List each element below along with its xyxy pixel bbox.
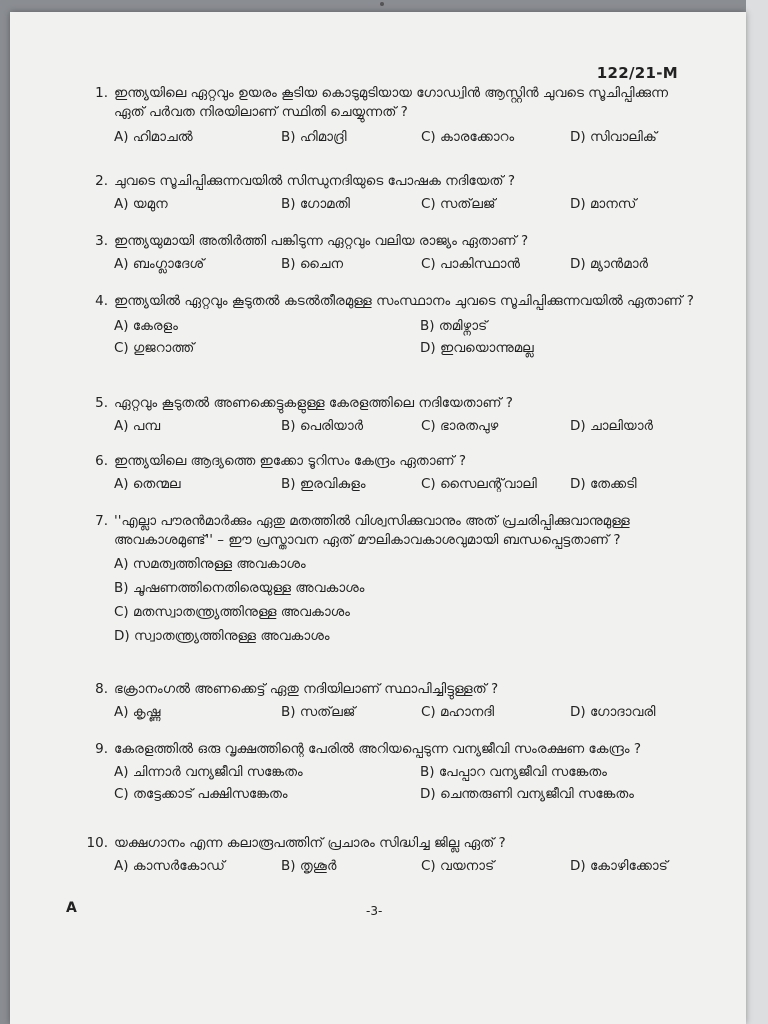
option-a: A) യമുന	[114, 196, 168, 212]
option-d: D) ചെന്തരുണി വന്യജീവി സങ്കേതം	[420, 786, 634, 802]
question-number: 6.	[95, 453, 108, 469]
question-4	[74, 292, 694, 359]
question-text: യക്ഷഗാനം എന്ന കലാരൂപത്തിന് പ്രചാരം സിദ്ധിച്ച ജില്ല ഏത് ?	[114, 835, 506, 851]
option-c: C) ഗുജറാത്ത്	[114, 340, 195, 356]
option-a: A) ബംഗ്ലാദേശ്	[114, 256, 205, 272]
option-a: A) ചിന്നാർ വന്യജീവി സങ്കേതം	[114, 764, 303, 780]
option-b: B) ചൂഷണത്തിനെതിരെയുള്ള അവകാശം	[114, 580, 365, 596]
question-number: 1.	[95, 85, 108, 101]
scanner-edge	[746, 0, 768, 1024]
option-c: C) തട്ടേക്കാട് പക്ഷിസങ്കേതം	[114, 786, 288, 802]
scan-mark	[380, 2, 384, 6]
question-5	[74, 394, 694, 437]
option-b: B) തമിഴ്നാട്	[420, 318, 488, 334]
option-d: D) മാനസ്	[570, 196, 637, 212]
option-b: B) ഹിമാദ്രി	[281, 129, 347, 145]
option-a: A) തെന്മല	[114, 476, 181, 492]
option-c: C) കാരക്കോറം	[421, 129, 515, 145]
option-a: A) ഹിമാചൽ	[114, 129, 193, 145]
option-b: B) സത്‌ലജ്	[281, 704, 356, 720]
option-c: C) സത്‌ലജ്	[421, 196, 496, 212]
question-number: 3.	[95, 233, 108, 249]
question-set-label: A	[66, 900, 77, 916]
option-a: A) കാസർകോഡ്	[114, 858, 225, 874]
question-6	[74, 452, 694, 495]
question-number: 8.	[95, 681, 108, 697]
option-c: C) സൈലന്റ്‌വാലി	[421, 476, 537, 492]
question-text: ഇന്ത്യയിൽ ഏറ്റവും കൂടുതൽ കടൽതീരമുള്ള സംസ്ഥാനം ചുവടെ സൂചിപ്പിക്കുന്നവയിൽ ഏതാണ് ?	[114, 293, 694, 309]
exam-page	[10, 12, 746, 1024]
option-d: D) സിവാലിക്	[570, 129, 657, 145]
question-text: ഇന്ത്യയുമായി അതിർത്തി പങ്കിടുന്ന ഏറ്റവും വലിയ രാജ്യം ഏതാണ് ?	[114, 233, 529, 249]
question-text: ഇന്ത്യയിലെ ഏറ്റവും ഉയരം കൂടിയ കൊടുമുടിയായ ഗോഡ്വിൻ ആസ്റ്റിൻ ചുവടെ സൂചിപ്പിക്കുന്ന ഏത് പർവത നിരയിലാണ് സ്ഥിതി ചെയ്യുന്നത് ?	[114, 85, 669, 120]
question-number: 9.	[95, 741, 108, 757]
question-number: 2.	[95, 173, 108, 189]
paper-code: 122/21-M	[596, 64, 678, 82]
option-c: C) മതസ്വാതന്ത്ര്യത്തിനുള്ള അവകാശം	[114, 604, 350, 620]
option-d: D) കോഴിക്കോട്	[570, 858, 668, 874]
question-text: ''എല്ലാ പൗരൻമാർക്കും ഏതു മതത്തിൽ വിശ്വസിക്കുവാനും അത് പ്രചരിപ്പിക്കുവാനുമുള്ള അവകാശമുണ്ട്'' – ഈ പ്രസ്താവന ഏത് മൗലികാവകാശവുമായി ബന്ധപ്പെട്ടതാണ് ?	[114, 513, 630, 548]
option-d: D) തേക്കടി	[570, 476, 637, 492]
question-text: ഭക്രാനംഗൽ അണക്കെട്ട് ഏതു നദിയിലാണ് സ്ഥാപിച്ചിട്ടുള്ളത് ?	[114, 681, 499, 697]
option-c: C) പാകിസ്ഥാൻ	[421, 256, 520, 272]
option-d: D) ഗോദാവരി	[570, 704, 656, 720]
option-d: D) ചാലിയാർ	[570, 418, 654, 434]
question-8	[74, 680, 694, 723]
option-c: C) ഭാരതപുഴ	[421, 418, 499, 434]
option-b: B) ഗോമതി	[281, 196, 350, 212]
option-b: B) ചൈന	[281, 256, 343, 272]
question-number: 4.	[95, 293, 108, 309]
option-b: B) പേപ്പാറ വന്യജീവി സങ്കേതം	[420, 764, 607, 780]
question-number: 10.	[86, 835, 108, 851]
question-2	[74, 172, 694, 215]
option-b: B) പെരിയാർ	[281, 418, 364, 434]
question-9	[74, 740, 694, 805]
option-c: C) വയനാട്	[421, 858, 495, 874]
question-number: 5.	[95, 395, 108, 411]
option-d: D) മ്യാൻമാർ	[570, 256, 648, 272]
page-number: -3-	[366, 904, 383, 918]
question-7	[74, 512, 694, 648]
option-a: A) സമത്വത്തിനുള്ള അവകാശം	[114, 556, 306, 572]
option-a: A) പമ്പ	[114, 418, 161, 434]
question-text: ചുവടെ സൂചിപ്പിക്കുന്നവയിൽ സിന്ധുനദിയുടെ പോഷക നദിയേത് ?	[114, 173, 515, 189]
option-b: B) തൃശൂർ	[281, 858, 337, 874]
option-a: A) കേരളം	[114, 318, 178, 334]
option-c: C) മഹാനദി	[421, 704, 495, 720]
option-b: B) ഇരവികുളം	[281, 476, 366, 492]
question-number: 7.	[95, 513, 108, 529]
question-text: കേരളത്തിൽ ഒരു വൃക്ഷത്തിന്റെ പേരിൽ അറിയപ്പെടുന്ന വന്യജീവി സംരക്ഷണ കേന്ദ്രം ?	[114, 741, 641, 757]
question-1	[74, 84, 694, 148]
option-a: A) കൃഷ്ണ	[114, 704, 161, 720]
question-3	[74, 232, 694, 275]
question-10	[74, 834, 694, 877]
question-text: ഏറ്റവും കൂടുതൽ അണക്കെട്ടുകളുള്ള കേരളത്തിലെ നദിയേതാണ് ?	[114, 395, 513, 411]
option-d: D) ഇവയൊന്നുമല്ല	[420, 340, 534, 356]
option-d: D) സ്വാതന്ത്ര്യത്തിനുള്ള അവകാശം	[114, 628, 330, 644]
question-text: ഇന്ത്യയിലെ ആദ്യത്തെ ഇക്കോ ടൂറിസം കേന്ദ്രം ഏതാണ് ?	[114, 453, 467, 469]
